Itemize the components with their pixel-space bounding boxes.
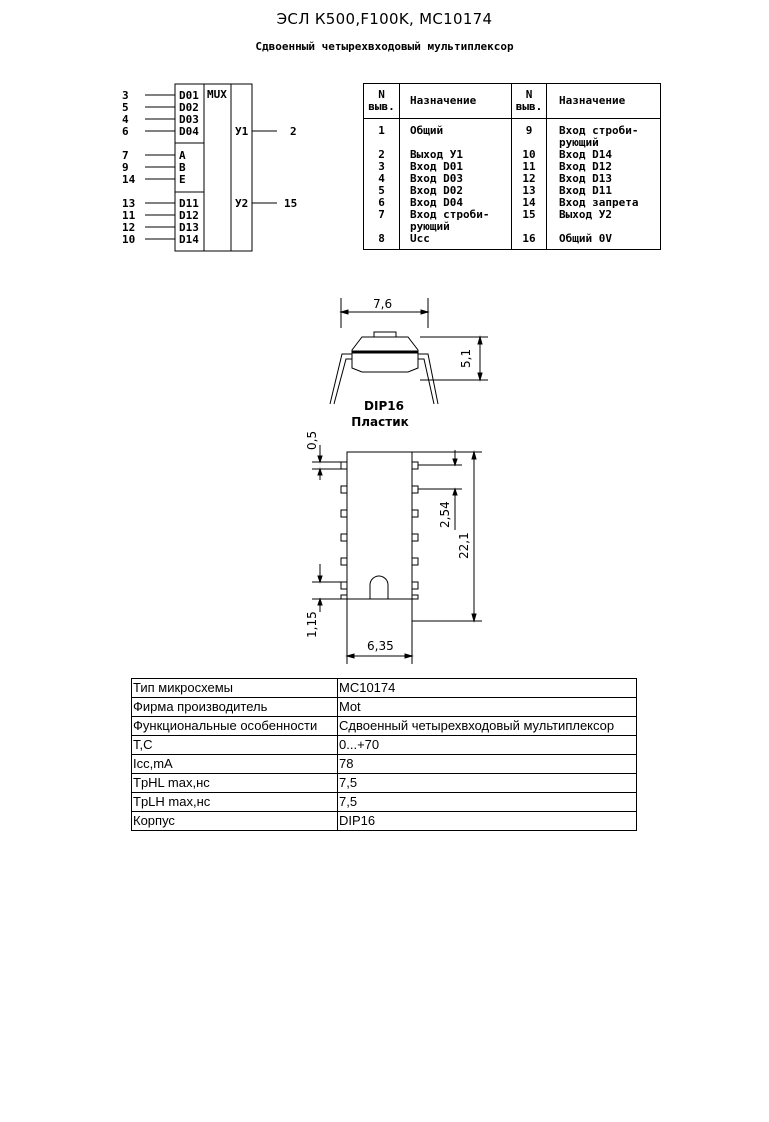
pin-number: 4 [122,113,129,126]
table-row: 2 Выход У1 10 Вход D14 [364,149,661,161]
parameters-table [131,678,637,831]
body-width-dimension: 6,35 [367,639,394,653]
pin-label: D03 [179,113,199,126]
pin-label: D14 [179,233,199,246]
pin-number: 13 [122,197,136,210]
pin-label: A [179,149,186,162]
pin-label: D11 [179,197,199,210]
pin-number: 3 [122,89,129,102]
table-row: рующий [364,221,661,233]
table-row: 3 Вход D01 11 Вход D12 [364,161,661,173]
header-purpose: Назначение [400,84,512,119]
header-n: N [525,88,533,101]
width-dimension: 7,6 [373,297,393,311]
mux-label: MUX [207,88,227,101]
table-row: Функциональные особенности Сдвоенный четырехвходовый мультиплексор [132,717,637,736]
table-row: T,C 0...+70 [132,736,637,755]
pin-width-dimension: 0,5 [305,430,319,450]
table-row: 5 Вход D02 13 Вход D11 [364,185,661,197]
pin-number: 12 [122,221,136,234]
table-row: 1 Общий 9 Вход строби- [364,119,661,138]
header-vyv: выв. [368,100,395,113]
table-row: TpHL max,нс 7,5 [132,774,637,793]
pin-number: 6 [122,125,129,138]
package-material: Пластик [351,415,409,429]
table-row: Фирма производитель Mot [132,698,637,717]
pin-offset-dimension: 1,15 [305,611,319,638]
pin-number: 9 [122,161,129,174]
length-dimension: 22,1 [457,532,471,559]
pin-number: 14 [122,173,136,186]
pin-number: 5 [122,101,129,114]
pin-label: D01 [179,89,199,102]
pin-number: 7 [122,149,129,162]
pin-label: D02 [179,101,199,114]
header-purpose: Назначение [547,84,661,119]
pin-label: D12 [179,209,199,222]
table-row: 4 Вход D03 12 Вход D13 [364,173,661,185]
pin-assignment-table [363,83,661,250]
pin-label: B [179,161,186,174]
table-row: 8 Ucc 16 Общий 0V [364,233,661,250]
output-label: У1 [235,125,249,138]
pitch-dimension: 2,54 [438,501,452,528]
pin-label: D13 [179,221,199,234]
table-row: 6 Вход D04 14 Вход запрета [364,197,661,209]
package-drawing [0,280,769,680]
pin-label: E [179,173,186,186]
table-row: Корпус DIP16 [132,812,637,831]
output-label: У2 [235,197,249,210]
header-n: N [378,88,385,101]
pin-table-header [364,84,661,119]
package-name: DIP16 [364,399,404,413]
table-row: 7 Вход строби- 15 Выход У2 [364,209,661,221]
table-row: TpLH max,нс 7,5 [132,793,637,812]
page-subtitle: Сдвоенный четырехвходовый мультиплексор [255,40,514,53]
page-title: ЭСЛ К500,F100K, MC10174 [276,10,493,28]
table-row: Тип микросхемы MC10174 [132,679,637,698]
table-row: Icc,mA 78 [132,755,637,774]
output-pin-number: 2 [290,125,297,138]
pin-number: 11 [122,209,136,222]
pin-label: D04 [179,125,199,138]
pin-number: 10 [122,233,136,246]
height-dimension: 5,1 [459,348,473,368]
header-vyv: выв. [515,100,543,113]
output-pin-number: 15 [284,197,298,210]
table-row: рующий [364,137,661,149]
